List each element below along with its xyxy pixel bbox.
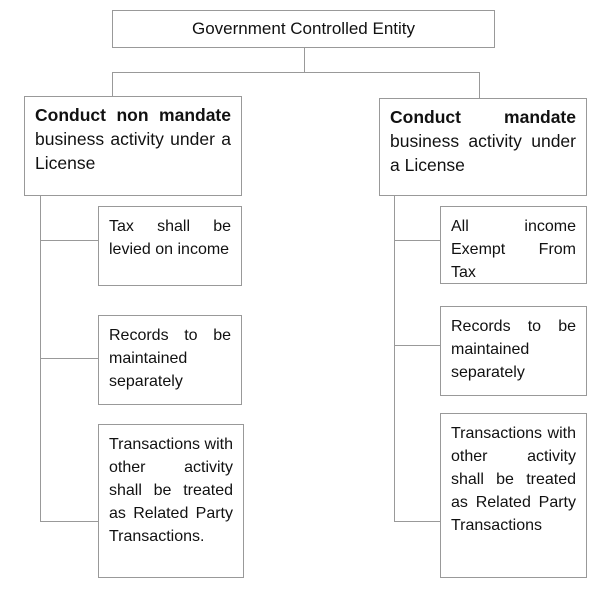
left-branch-stem (112, 72, 113, 96)
root-label: Government Controlled Entity (192, 19, 415, 38)
leaf-income-exempt (440, 206, 587, 284)
left-tick-2 (40, 358, 98, 359)
branch-node-mandate (379, 98, 587, 196)
leaf-text: Transactions with other activity shall be treated as Related Party Transactions. (109, 436, 233, 545)
leaf-records-right (440, 306, 587, 396)
leaf-related-party-right (440, 413, 587, 578)
right-trunk (394, 196, 395, 522)
leaf-tax-levied (98, 206, 242, 286)
branch-title-rest: business activity under a License (35, 129, 231, 173)
root-stem (304, 48, 305, 72)
right-branch-stem (479, 72, 480, 98)
leaf-text: Records to be maintained separately (109, 327, 231, 390)
branch-title-rest: business activity under a License (390, 131, 576, 175)
horizontal-connector (112, 72, 480, 73)
right-tick-2 (394, 345, 440, 346)
leaf-text: Transactions with other activity shall be treated as Related Party Transactions (451, 425, 576, 534)
leaf-text: All income Exempt From Tax (451, 218, 576, 281)
leaf-related-party-left (98, 424, 244, 578)
right-tick-1 (394, 240, 440, 241)
root-node (112, 10, 495, 48)
branch-title-bold: Conduct non mandate (35, 105, 231, 125)
leaf-text: Tax shall be levied on income (109, 218, 231, 258)
leaf-text: Records to be maintained separately (451, 318, 576, 381)
right-tick-3 (394, 521, 440, 522)
left-tick-3 (40, 521, 98, 522)
left-tick-1 (40, 240, 98, 241)
branch-node-non-mandate (24, 96, 242, 196)
left-trunk (40, 196, 41, 522)
leaf-records-left (98, 315, 242, 405)
branch-title-bold: Conduct mandate (390, 107, 576, 127)
